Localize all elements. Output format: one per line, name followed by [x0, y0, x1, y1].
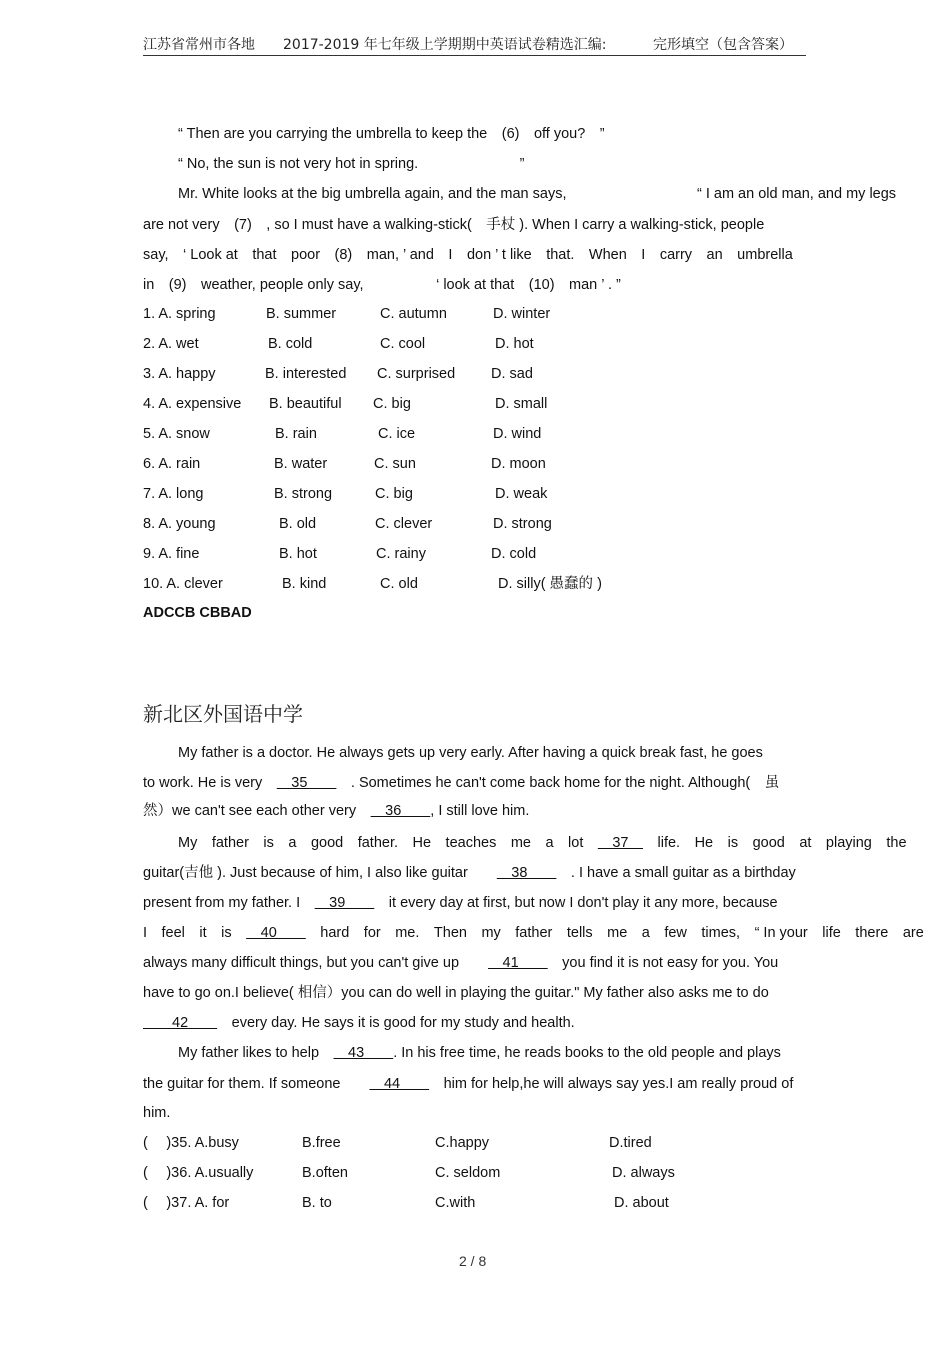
option-choice: D. silly( 愚蠢的 )	[498, 576, 602, 592]
blank-number: 42	[143, 1015, 218, 1031]
passage-line: “ Then are you carrying the umbrella to keep the (6) off you? ”	[178, 126, 605, 142]
option-choice: D. small	[495, 396, 548, 412]
page-header	[143, 34, 806, 54]
option-question: 7. A. long	[143, 486, 204, 502]
passage-line	[143, 864, 796, 882]
line-text: . I have a small guitar as a birthday	[556, 865, 796, 881]
option-choice: C. seldom	[435, 1165, 501, 1181]
line-text: 然）we can't see each other very	[143, 803, 371, 819]
line-text: have to go on.I believe( 相信）you can do well in playing the guitar." My father also asks me to do	[143, 985, 769, 1001]
line-text: hard for me. Then my father tells me a few times, “ In your life there are	[305, 925, 924, 941]
passage-line	[178, 1044, 781, 1062]
option-choice: B. hot	[279, 546, 317, 562]
option-choice: D.tired	[609, 1135, 652, 1151]
line-text: to work. He is very	[143, 775, 277, 791]
passage-line: “ No, the sun is not very hot in spring. ”	[178, 156, 525, 172]
answer-key: ADCCB CBBAD	[143, 605, 252, 621]
passage-line	[143, 774, 779, 792]
blank-number: 35	[276, 775, 337, 791]
option-choice: C. ice	[378, 426, 416, 442]
option-choice: D. about	[614, 1195, 669, 1211]
blank-number: 37	[597, 835, 643, 851]
option-choice: D. wind	[493, 426, 542, 442]
passage-line	[143, 1075, 793, 1093]
passage-line: in (9) weather, people only say, ‘ look at that (10) man ’ . ”	[143, 277, 621, 293]
option-choice: C. cool	[380, 336, 426, 352]
blank-number: 40	[246, 925, 306, 941]
option-choice: B. summer	[266, 306, 337, 322]
passage-line: are not very (7) , so I must have a walking-stick( 手杖 ). When I carry a walking-stick, people	[143, 217, 765, 233]
option-question: 8. A. young	[143, 516, 216, 532]
line-text: present from my father. I	[143, 895, 315, 911]
option-choice: D. winter	[493, 306, 551, 322]
line-text: My father is a doctor. He always gets up very early. After having a quick break fast, he goes	[178, 745, 763, 761]
option-question: 6. A. rain	[143, 456, 201, 472]
option-choice: C.with	[435, 1195, 476, 1211]
option-choice: D. weak	[495, 486, 548, 502]
option-question: 3. A. happy	[143, 366, 216, 382]
passage-line: say, ‘ Look at that poor (8) man, ’ and I don ’ t like that. When I carry an umbrella	[143, 247, 793, 263]
header-divider	[143, 55, 806, 56]
line-text: him.	[143, 1105, 171, 1121]
header-right: 完形填空（包含答案）	[653, 37, 793, 53]
option-choice: C. autumn	[380, 306, 447, 322]
blank-number: 36	[370, 803, 431, 819]
option-choice: B. strong	[274, 486, 333, 502]
option-choice: D. strong	[493, 516, 552, 532]
option-choice: B. to	[302, 1195, 332, 1211]
option-choice: B. rain	[275, 426, 317, 442]
option-choice: B. old	[279, 516, 317, 532]
option-choice: C. old	[380, 576, 418, 592]
blank-number: 44	[369, 1076, 430, 1092]
line-text: every day. He says it is good for my study and health.	[217, 1015, 575, 1031]
option-question: 5. A. snow	[143, 426, 210, 442]
option-choice: D. hot	[495, 336, 534, 352]
option-question: 9. A. fine	[143, 546, 200, 562]
blank-number: 43	[333, 1045, 394, 1061]
option-question: 10. A. clever	[143, 576, 223, 592]
option-question: ( )36. A.usually	[143, 1165, 254, 1181]
line-text: . In his free time, he reads books to the old people and plays	[393, 1045, 781, 1061]
option-choice: B. kind	[282, 576, 327, 592]
passage-line	[143, 984, 769, 1002]
option-choice: B. beautiful	[269, 396, 342, 412]
passage-line	[143, 1014, 575, 1032]
option-choice: B. interested	[265, 366, 347, 382]
option-choice: B.often	[302, 1165, 348, 1181]
option-choice: C. big	[375, 486, 413, 502]
line-text: . Sometimes he can't come back home for the night. Although( 虽	[336, 775, 780, 791]
option-choice: D. sad	[491, 366, 533, 382]
line-text: always many difficult things, but you can't give up	[143, 955, 489, 971]
passage-line	[143, 954, 778, 972]
option-choice: C. big	[373, 396, 411, 412]
option-choice: B. cold	[268, 336, 313, 352]
header-left: 江苏省常州市各地	[143, 37, 255, 53]
passage-line	[178, 744, 763, 762]
option-question: 2. A. wet	[143, 336, 199, 352]
section-title: 新北区外国语中学	[143, 702, 303, 726]
option-question: 1. A. spring	[143, 306, 216, 322]
line-text: I feel it is	[143, 925, 247, 941]
line-text: guitar(吉他 ). Just because of him, I also like guitar	[143, 865, 497, 881]
header-middle: 2017-2019 年七年级上学期期中英语试卷精选汇编:	[283, 37, 607, 53]
line-text: him for help,he will always say yes.I am really proud of	[429, 1076, 794, 1092]
passage-line	[143, 924, 924, 942]
page-number: 2 / 8	[459, 1253, 487, 1269]
option-choice: D. moon	[491, 456, 546, 472]
option-choice: B.free	[302, 1135, 341, 1151]
line-text: it every day at first, but now I don't play it any more, because	[374, 895, 778, 911]
option-question: 4. A. expensive	[143, 396, 242, 412]
option-choice: C. rainy	[376, 546, 426, 562]
passage-line: Mr. White looks at the big umbrella again, and the man says, “ I am an old man, and my legs	[178, 186, 897, 202]
passage-line	[143, 894, 778, 912]
option-question: ( )35. A.busy	[143, 1135, 239, 1151]
line-text: you find it is not easy for you. You	[547, 955, 779, 971]
passage-line	[143, 1104, 170, 1122]
blank-number: 39	[314, 895, 375, 911]
option-question: ( )37. A. for	[143, 1195, 230, 1211]
line-text: the guitar for them. If someone	[143, 1076, 370, 1092]
option-choice: C.happy	[435, 1135, 490, 1151]
option-choice: C. surprised	[377, 366, 456, 382]
passage-line	[143, 802, 529, 820]
option-choice: D. always	[612, 1165, 675, 1181]
option-choice: D. cold	[491, 546, 537, 562]
line-text: My father likes to help	[178, 1045, 334, 1061]
blank-number: 38	[496, 865, 557, 881]
blank-number: 41	[488, 955, 548, 971]
option-choice: B. water	[274, 456, 328, 472]
line-text: My father is a good father. He teaches me a lot	[178, 835, 598, 851]
option-choice: C. clever	[375, 516, 433, 532]
line-text: , I still love him.	[430, 803, 530, 819]
line-text: life. He is good at playing the	[643, 835, 907, 851]
passage-line	[178, 834, 907, 852]
option-choice: C. sun	[374, 456, 416, 472]
